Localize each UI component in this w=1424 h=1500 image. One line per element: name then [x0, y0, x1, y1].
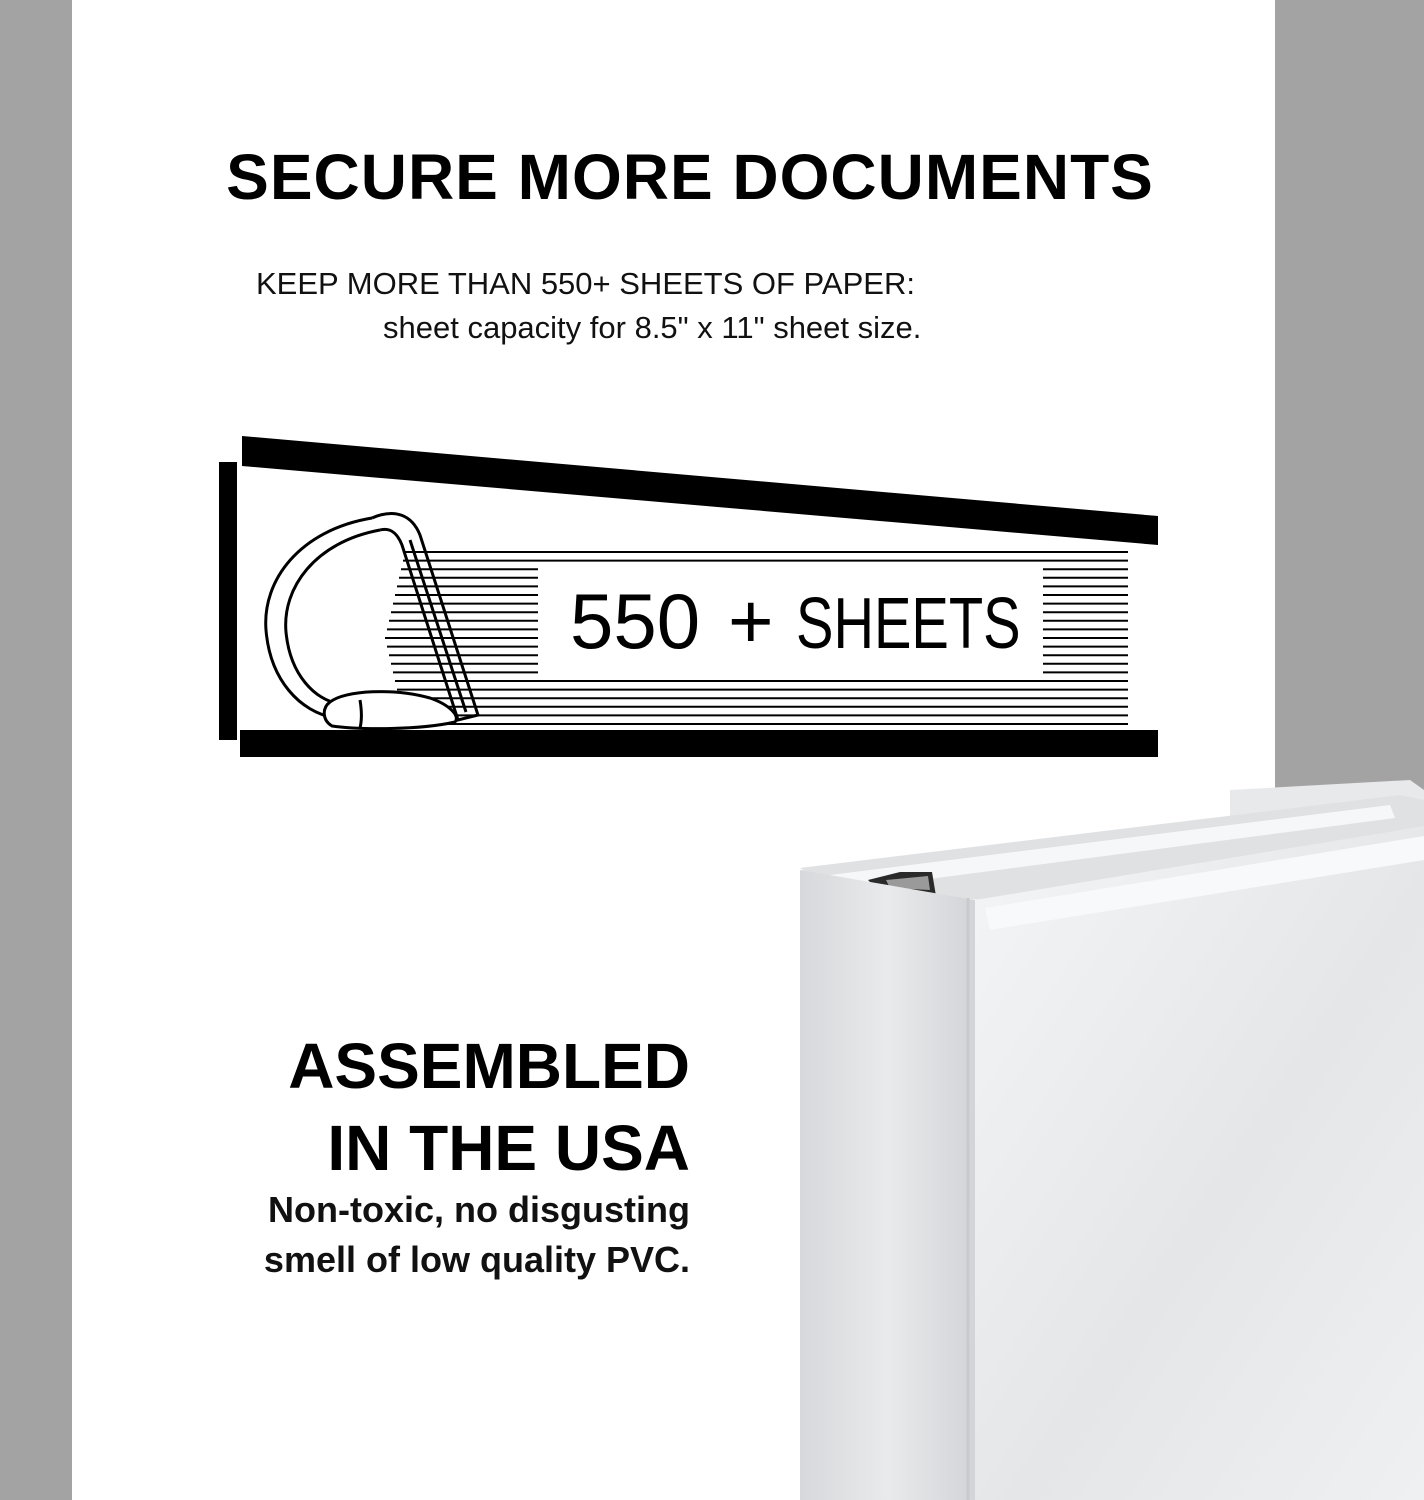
subtitle-line-1: KEEP MORE THAN 550+ SHEETS OF PAPER:	[256, 266, 915, 301]
assembled-note-line-1: Non-toxic, no disgusting	[268, 1189, 690, 1230]
assembled-line-2: IN THE USA	[327, 1112, 690, 1184]
assembled-line-1: ASSEMBLED	[288, 1030, 690, 1102]
heading: SECURE MORE DOCUMENTS	[226, 141, 1154, 213]
subtitle-line-2: sheet capacity for 8.5" x 11" sheet size.	[383, 310, 922, 345]
assembled-note	[264, 1185, 690, 1285]
sheets-word: SHEETS	[796, 583, 1021, 664]
sheets-number: 550	[570, 577, 701, 665]
assembled-note-line-2: smell of low quality PVC.	[263, 1239, 690, 1280]
assembled-heading	[288, 1025, 690, 1189]
sheets-plus: +	[728, 577, 774, 665]
